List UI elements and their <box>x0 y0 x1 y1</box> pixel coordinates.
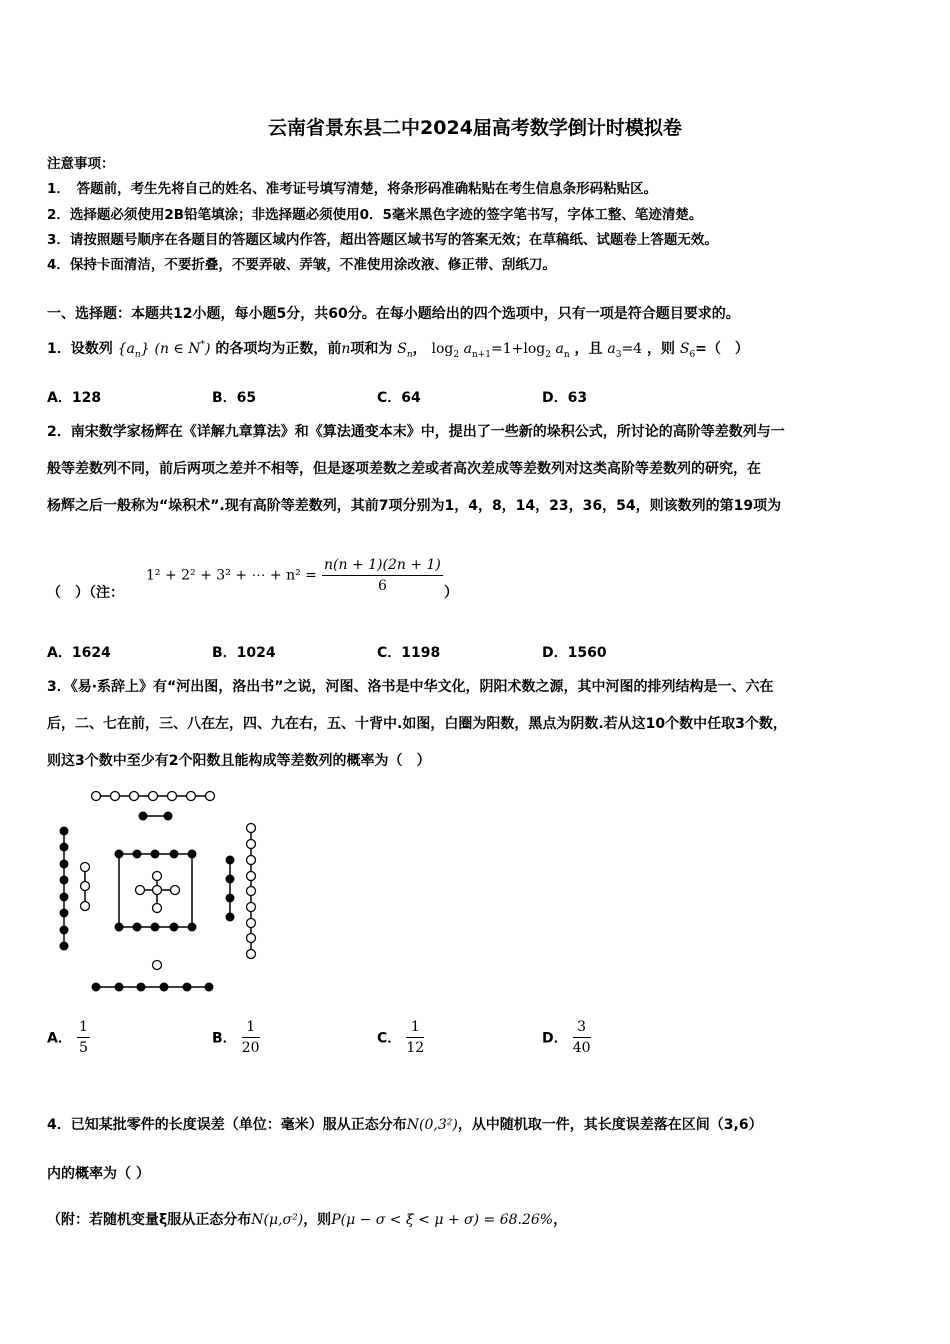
q1-option-d[interactable]: D．63 <box>542 390 588 406</box>
notice-item: 3．请按照题号顺序在各题目的答题区域内作答，超出答题区域书写的答案无效；在草稿纸、试题卷上答题无效。 <box>47 232 718 248</box>
q2-option-b[interactable]: B．1024 <box>212 645 276 661</box>
q2-option-a[interactable]: A．1624 <box>47 645 111 661</box>
q3-option-d[interactable]: D． $\frac{3}{40}$ <box>542 1019 591 1056</box>
question-4-stem: 4．已知某批零件的长度误差（单位：毫米）服从正态分布N(0,3²)，从中随机取一件，其长度误差落在区间（3,6） <box>47 1117 763 1133</box>
question-3-line: 3．《易·系辞上》有“河出图，洛出书”之说，河图、洛书是中华文化，阴阳术数之源，其中河图的排列结构是一、六在 <box>47 679 774 695</box>
exam-title: 云南省景东县二中2024届高考数学倒计时模拟卷 <box>268 117 682 139</box>
q3-option-b[interactable]: B． $\frac{1}{20}$ <box>212 1019 260 1056</box>
question-2-line: 般等差数列不同，前后两项之差并不相等，但是逐项差数之差或者高次差成等差数列对这类高阶等差数列的研究，在 <box>47 461 761 477</box>
hetu-diagram <box>40 780 280 1000</box>
question-4-note: （附：若随机变量ξ服从正态分布N(μ,σ²)，则P(μ − σ < ξ < μ + σ) = 68.26%， <box>47 1212 568 1228</box>
question-3-line: 后，二、七在前，三、八在左，四、九在右，五、十背中.如图，白圈为阳数，黑点为阴数.若从这10个数中任取3个数， <box>47 716 787 732</box>
notice-heading: 注意事项： <box>47 156 115 172</box>
q3-option-a[interactable]: A． $\frac{1}{5}$ <box>47 1019 88 1056</box>
q1-option-a[interactable]: A．128 <box>47 390 102 406</box>
q1-option-b[interactable]: B．65 <box>212 390 257 406</box>
section-heading: 一、选择题：本题共12小题，每小题5分，共60分。在每小题给出的四个选项中，只有一项是符合题目要求的。 <box>47 306 740 322</box>
question-2-close: ） <box>444 585 458 601</box>
question-2-line: 杨辉之后一般称为“垛积术”.现有高阶等差数列，其前7项分别为1，4，8，14，23，36，54，则该数列的第19项为 <box>47 498 782 514</box>
notice-item: 2．选择题必须使用2B铅笔填涂；非选择题必须使用0．5毫米黑色字迹的签字笔书写，字体工整、笔迹清楚。 <box>47 207 703 223</box>
q2-option-c[interactable]: C．1198 <box>377 645 441 661</box>
question-2-line: 2．南宋数学家杨辉在《详解九章算法》和《算法通变本末》中，提出了一些新的垛积公式，所讨论的高阶等差数列与一 <box>47 424 785 440</box>
q1-option-c[interactable]: C．64 <box>377 390 421 406</box>
q2-option-d[interactable]: D．1560 <box>542 645 607 661</box>
notice-item: 1． 答题前，考生先将自己的姓名、准考证号填写清楚，将条形码准确粘贴在考生信息条形码粘贴区。 <box>47 181 658 197</box>
sum-of-squares-formula: 1² + 2² + 3² + ⋯ + n² = $\frac{n(n + 1)(2n + 1)}{6}$ <box>146 557 441 594</box>
question-4-line: 内的概率为（ ） <box>47 1166 150 1182</box>
question-3-line: 则这3个数中至少有2个阳数且能构成等差数列的概率为（ ） <box>47 753 431 769</box>
question-2-paren: （ ）（注： <box>47 585 124 601</box>
question-1-stem: 1．设数列 $\{a_n\}$ (n ∈ N*) 的各项均为正数，前n项和为 $S_n$， $\log_2 a_{n+1}=1+\log_2$ $a_n$ ，且 $a_3=4$ ，则 $S_6=$（ ） <box>47 340 749 360</box>
notice-item: 4．保持卡面清洁，不要折叠，不要弄破、弄皱，不准使用涂改液、修正带、刮纸刀。 <box>47 257 556 273</box>
q3-option-c[interactable]: C． $\frac{1}{12}$ <box>377 1019 425 1056</box>
